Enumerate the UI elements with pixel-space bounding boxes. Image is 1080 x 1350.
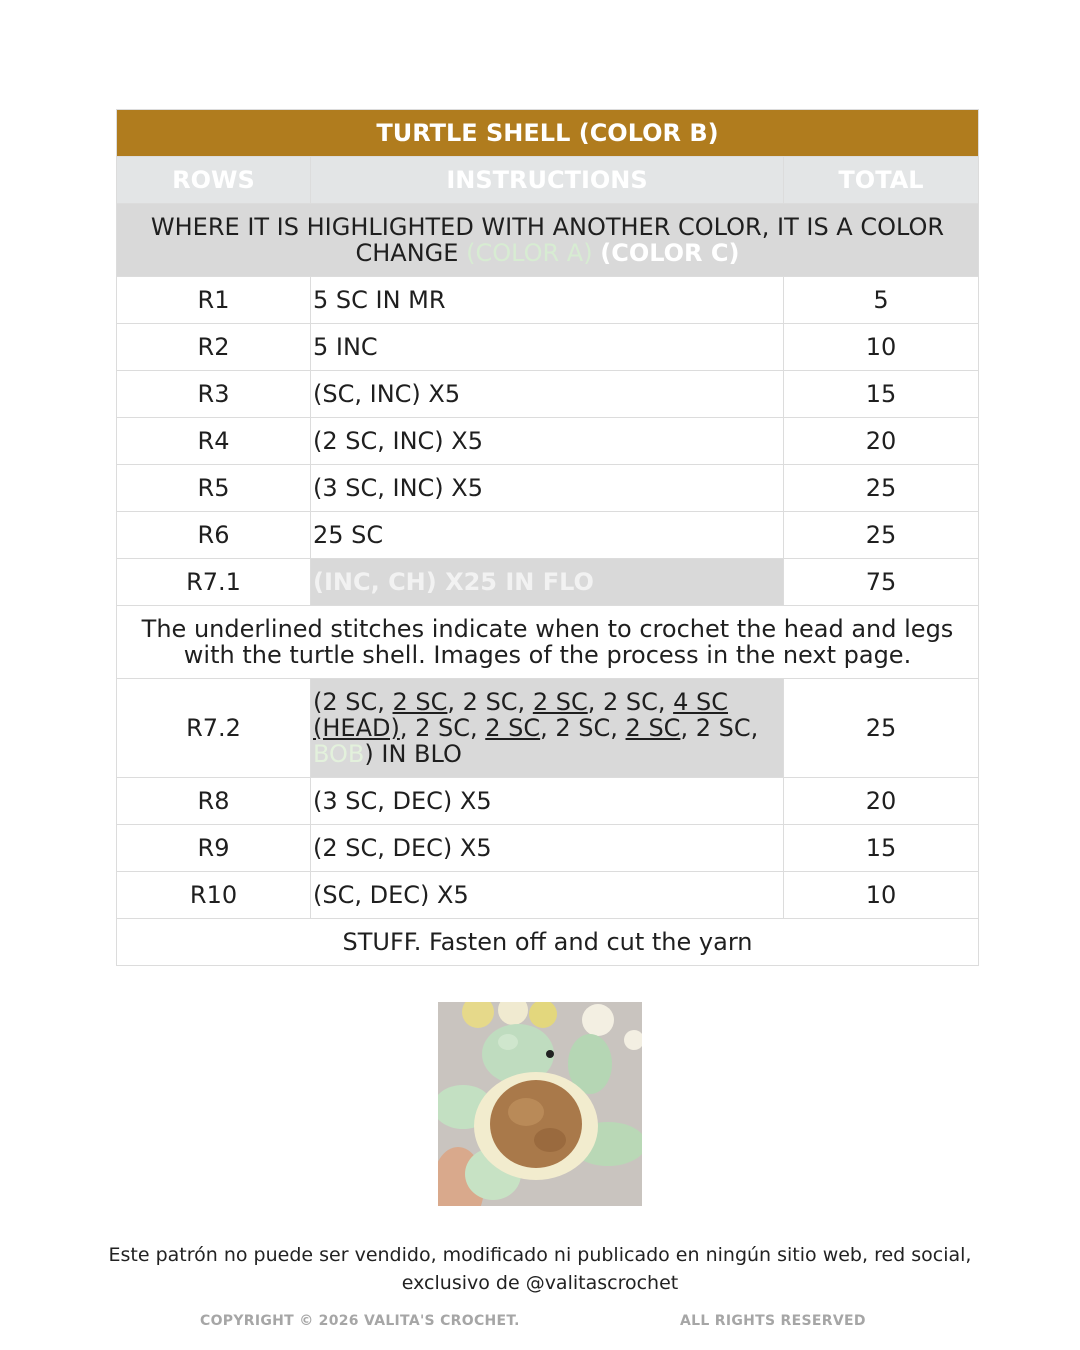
row-total: 10 (784, 324, 979, 371)
r72-part: , 2 SC, (680, 714, 759, 742)
header-total: TOTAL (784, 157, 979, 204)
row-total: 25 (784, 465, 979, 512)
row-instruction: 5 INC (311, 324, 784, 371)
row-instruction: 25 SC (311, 512, 784, 559)
table-row (117, 778, 979, 825)
row-instruction: (SC, DEC) X5 (311, 872, 784, 919)
row-instruction: (2 SC, DEC) X5 (311, 825, 784, 872)
color-a-label: (COLOR A) (466, 239, 593, 267)
row-total: 10 (784, 872, 979, 919)
underlined-stitch: 2 SC (392, 688, 448, 716)
table-title: TURTLE SHELL (COLOR B) (117, 110, 979, 157)
row-label: R6 (117, 512, 311, 559)
flo-instruction-text: (INC, CH) X25 IN FLO (313, 568, 594, 596)
disclaimer-line-1: Este patrón no puede ser vendido, modificado ni publicado en ningún sitio web, red social, (108, 1244, 972, 1266)
table-row (117, 872, 979, 919)
row-label: R10 (117, 872, 311, 919)
row-total: 75 (784, 559, 979, 606)
r72-part: (2 SC, (313, 688, 393, 716)
turtle-photo (438, 1002, 642, 1206)
row-label: R7.1 (117, 559, 311, 606)
table-row (117, 559, 979, 606)
underlined-stitch-head: 4 SC (HEAD) (313, 688, 728, 742)
row-total: 5 (784, 277, 979, 324)
row-instruction: (SC, INC) X5 (311, 371, 784, 418)
underlined-stitch: 2 SC (532, 688, 588, 716)
underlined-stitch: 2 SC (485, 714, 541, 742)
row-label: R2 (117, 324, 311, 371)
row-total: 25 (784, 679, 979, 778)
row-label: R5 (117, 465, 311, 512)
disclaimer-line-2: exclusivo de @valitascrochet (401, 1272, 679, 1294)
table-row (117, 465, 979, 512)
color-change-note (117, 204, 979, 277)
row-label: R7.2 (117, 679, 311, 778)
table-row (117, 324, 979, 371)
bob-stitch: BOB (313, 740, 365, 768)
row-label: R4 (117, 418, 311, 465)
row-instruction-highlighted (311, 559, 784, 606)
row-instruction-highlighted (311, 679, 784, 778)
table-row (117, 277, 979, 324)
row-total: 20 (784, 418, 979, 465)
table-row (117, 679, 979, 778)
pattern-table (116, 109, 979, 966)
copyright-text: COPYRIGHT © 2026 VALITA'S CROCHET. (200, 1313, 520, 1329)
underline-note: The underlined stitches indicate when to crochet the head and legs with the turtle shell. Images of the process in the next page. (117, 606, 979, 679)
row-total: 20 (784, 778, 979, 825)
color-c-label: (COLOR C) (600, 239, 740, 267)
row-label: R1 (117, 277, 311, 324)
color-note-text: WHERE IT IS HIGHLIGHTED WITH ANOTHER COLOR, IT IS A COLOR CHANGE (150, 213, 945, 267)
row-total: 15 (784, 371, 979, 418)
table-row (117, 418, 979, 465)
rights-text: ALL RIGHTS RESERVED (680, 1313, 866, 1329)
row-instruction: 5 SC IN MR (311, 277, 784, 324)
underlined-stitch: 2 SC (625, 714, 681, 742)
r72-part: , 2 SC, (447, 688, 533, 716)
row-instruction: (2 SC, INC) X5 (311, 418, 784, 465)
row-instruction: (3 SC, DEC) X5 (311, 778, 784, 825)
table-row (117, 825, 979, 872)
row-total: 25 (784, 512, 979, 559)
r72-part: , 2 SC, (399, 714, 486, 742)
header-instructions: INSTRUCTIONS (311, 157, 784, 204)
row-label: R3 (117, 371, 311, 418)
table-row (117, 512, 979, 559)
r72-part: , 2 SC, (540, 714, 626, 742)
table-row (117, 371, 979, 418)
r72-part: ) IN BLO (364, 740, 462, 768)
final-instruction: STUFF. Fasten off and cut the yarn (117, 919, 979, 966)
row-total: 15 (784, 825, 979, 872)
row-label: R8 (117, 778, 311, 825)
row-label: R9 (117, 825, 311, 872)
r72-part: , 2 SC, (587, 688, 674, 716)
row-instruction: (3 SC, INC) X5 (311, 465, 784, 512)
disclaimer (100, 1241, 980, 1297)
header-rows: ROWS (117, 157, 311, 204)
